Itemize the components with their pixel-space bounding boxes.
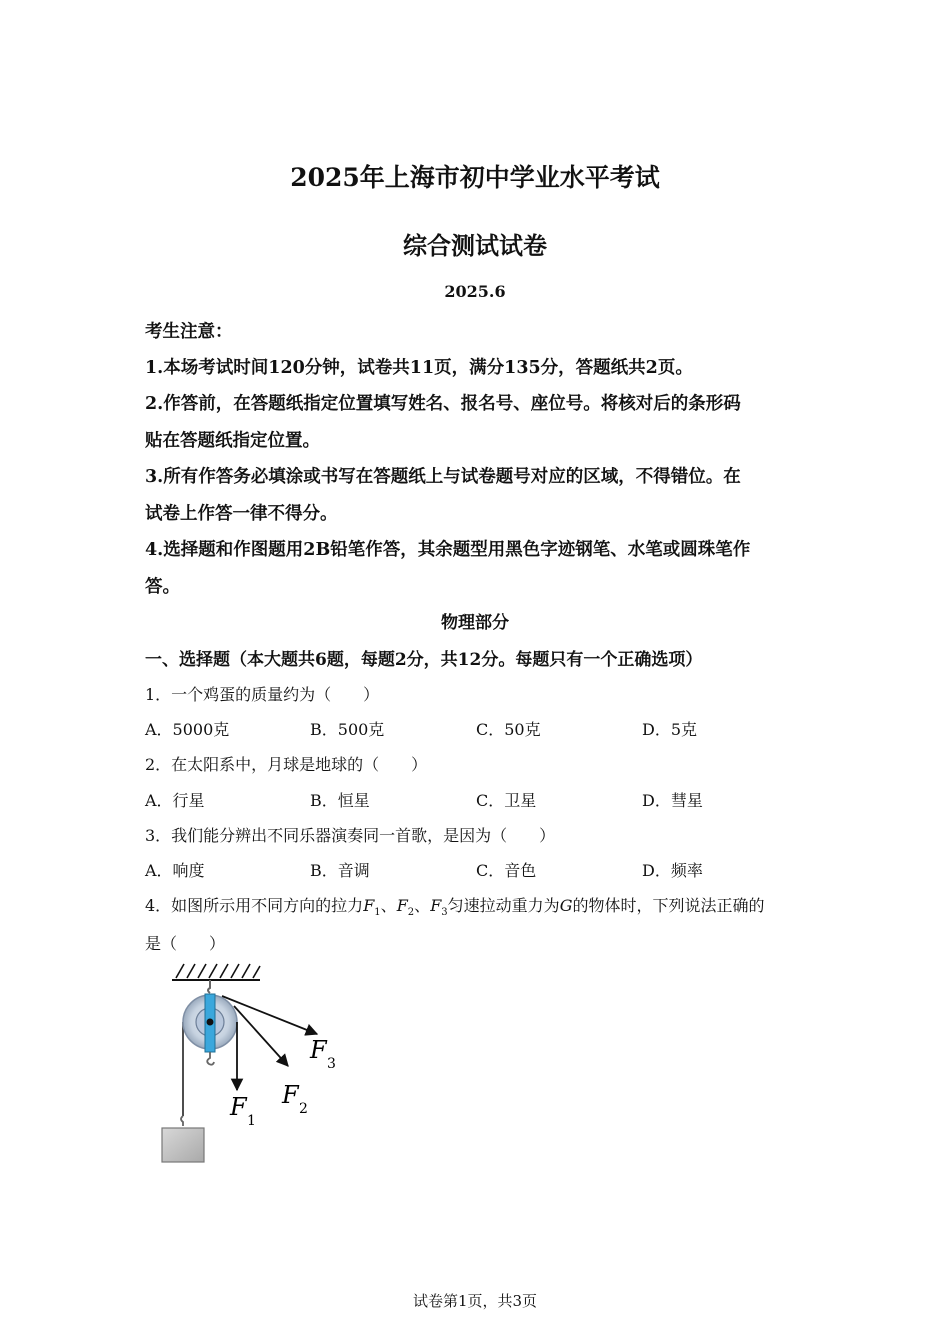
question-2-option-d[interactable]: D．彗星 [642,791,703,810]
force-f1-label: F [230,1093,247,1121]
section-title: 物理部分 [441,613,509,633]
force-f2-label: F [282,1081,299,1109]
notice-item-1: 1.本场考试时间120分钟，试卷共11页，满分135分，答题纸共2页。 [145,358,693,378]
exam-date: 2025.6 [444,282,506,301]
q4-f2: F [396,896,408,915]
q4-f3: F [430,896,442,915]
force-f2-arrow [234,1006,288,1066]
question-4-stem [145,893,815,918]
notice-item-4: 4.选择题和作图题用2B铅笔作答，其余题型用黑色字迹钢笔、水笔或圆珠笔作 [145,540,751,560]
notice-item-2: 2.作答前，在答题纸指定位置填写姓名、报名号、座位号。将核对后的条形码 [145,394,741,414]
q4-prefix: 4．如图所示用不同方向的拉力 [145,896,364,915]
q4-f1-sub: 1 [374,907,381,919]
question-3-option-d[interactable]: D．频率 [642,861,703,880]
question-2-option-a[interactable]: A．行星 [145,791,205,810]
question-3-option-b[interactable]: B．音调 [310,861,370,880]
question-1-option-c[interactable]: C．50克 [476,720,541,739]
force-f2-sub: 2 [299,1101,308,1117]
question-3-option-a[interactable]: A．响度 [145,861,205,880]
question-3-option-c[interactable]: C．音色 [476,861,537,880]
pulley-figure [150,958,360,1170]
force-f3-label: F [310,1036,327,1064]
question-1-stem: 1．一个鸡蛋的质量约为（ ） [145,685,380,704]
notice-item-3: 3.所有作答务必填涂或书写在答题纸上与试卷题号对应的区域，不得错位。在 [145,467,741,487]
page-footer: 试卷第1页，共3页 [412,1292,538,1310]
exam-title: 2025年上海市初中学业水平考试 [290,163,660,192]
question-1-option-b[interactable]: B．500克 [310,720,385,739]
question-1-option-d[interactable]: D．5克 [642,720,698,739]
part-one-heading: 一、选择题（本大题共6题，每题2分，共12分。每题只有一个正确选项） [145,650,703,670]
question-2-option-c[interactable]: C．卫星 [476,791,537,810]
force-f1-sub: 1 [247,1113,256,1129]
q4-f2-sub: 2 [407,907,415,919]
q4-mid: 匀速拉动重力为 [447,896,560,915]
question-2-stem: 2．在太阳系中，月球是地球的（ ） [145,755,428,774]
exam-subtitle: 综合测试试卷 [403,231,547,260]
notice-heading: 考生注意： [145,322,233,342]
question-2-option-b[interactable]: B．恒星 [310,791,370,810]
weight-block [162,1128,204,1162]
q4-f3-sub: 3 [441,907,448,919]
top-hook [208,980,210,993]
q4-g: G [559,896,573,915]
question-4-stem-cont: 是（ ） [145,934,226,953]
q4-f1: F [363,896,375,915]
question-3-stem: 3．我们能分辨出不同乐器演奏同一首歌，是因为（ ） [145,826,556,845]
q4-suffix: 的物体时，下列说法正确的 [572,896,765,915]
force-f3-sub: 3 [327,1056,336,1072]
question-1-option-a[interactable]: A．5000克 [145,720,230,739]
q4-sep1: 、 [380,896,397,915]
q4-sep2: 、 [414,896,431,915]
ceiling [172,964,260,980]
notice-item-4-cont: 答。 [145,577,180,597]
notice-item-2-cont: 贴在答题纸指定位置。 [145,431,320,451]
notice-item-3-cont: 试卷上作答一律不得分。 [145,504,338,524]
